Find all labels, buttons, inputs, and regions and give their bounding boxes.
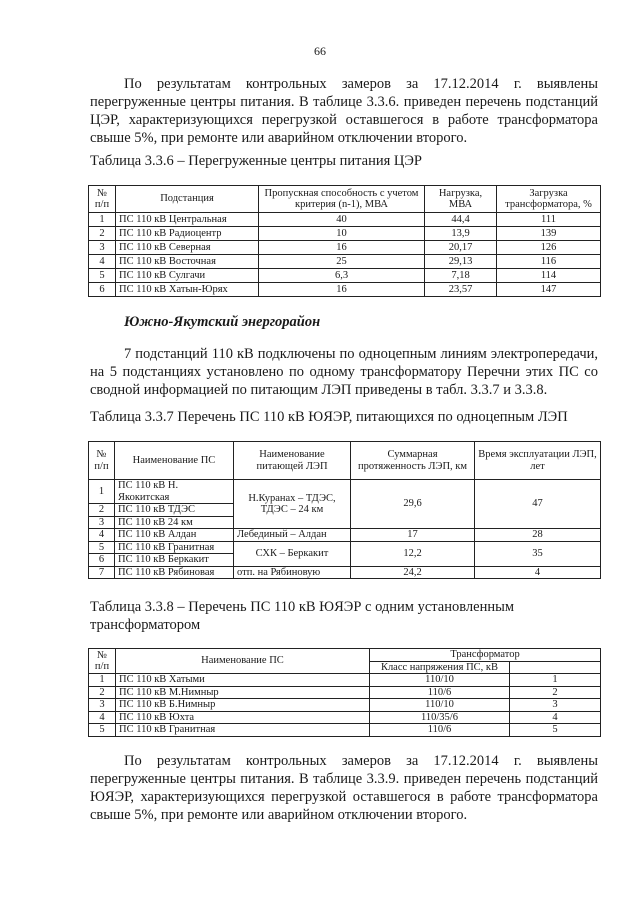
cell-substation: ПС 110 кВ Центральная [116,213,259,227]
cell-num: 3 [89,241,116,255]
table-row [89,269,601,283]
cell-loading: 139 [497,227,601,241]
cell-num: 1 [89,480,115,504]
table-3-3-8-caption: Таблица 3.3.8 – Перечень ПС 110 кВ ЮЯЭР с одним установленным трансформатором [90,599,515,633]
table-row [89,480,601,504]
col-header-substation: Подстанция [116,186,259,213]
col-header-name: Наименование ПС [115,442,234,480]
cell-voltage: 110/35/6 [370,711,510,724]
cell-load: 44,4 [425,213,497,227]
col-header-transformer: Трансформатор [370,649,601,662]
cell-num: 4 [89,255,116,269]
cell-capacity: 16 [259,283,425,297]
cell-num: 1 [89,213,116,227]
cell-line: отп. на Рябиновую [234,566,351,579]
cell-num: 5 [89,724,116,737]
table-header-row [89,442,601,480]
table-3-3-7-caption: Таблица 3.3.7 Перечень ПС 110 кВ ЮЯЭР, питающихся по одноцепным ЛЭП [90,409,568,425]
cell-name: ПС 110 кВ Гранитная [115,541,234,554]
col-header-voltage-class: Класс напряжения ПС, кВ [370,661,510,674]
col-header-loading: Загрузка трансформатора, % [497,186,601,213]
cell-name: ПС 110 кВ Алдан [115,529,234,542]
cell-count: 5 [510,724,601,737]
table-3-3-6-caption: Таблица 3.3.6 – Перегруженные центры питания ЦЭР [90,153,422,169]
cell-capacity: 16 [259,241,425,255]
cell-loading: 114 [497,269,601,283]
cell-count: 2 [510,686,601,699]
cell-name: ПС 110 кВ Гранитная [116,724,370,737]
cell-capacity: 10 [259,227,425,241]
cell-loading: 126 [497,241,601,255]
cell-substation: ПС 110 кВ Хатын-Юрях [116,283,259,297]
table-row [89,255,601,269]
cell-capacity: 6,3 [259,269,425,283]
cell-name: ПС 110 кВ Рябиновая [115,566,234,579]
cell-age: 47 [475,480,601,529]
table-row [89,711,601,724]
cell-num: 2 [89,504,115,517]
section-paragraph: 7 подстанций 110 кВ подключены по одноцепным линиям электропередачи, на 5 подстанциях установлено по одному трансформатору Перечни этих ПС со сводной информацией по питающим ЛЭП приведены в табл. 3.3.7 и 3.3.8. [90,346,598,398]
table-row [89,724,601,737]
cell-line: Лебединый – Алдан [234,529,351,542]
cell-capacity: 40 [259,213,425,227]
cell-load: 29,13 [425,255,497,269]
cell-voltage: 110/6 [370,686,510,699]
table-row [89,699,601,712]
cell-line: Н.Куранах – ТДЭС, ТДЭС – 24 км [234,480,351,529]
cell-load: 20,17 [425,241,497,255]
cell-num: 3 [89,516,115,529]
cell-name: ПС 110 кВ Юхта [116,711,370,724]
cell-name: ПС 110 кВ 24 км [115,516,234,529]
page-number: 66 [314,44,326,58]
cell-substation: ПС 110 кВ Сулгачи [116,269,259,283]
cell-load: 13,9 [425,227,497,241]
cell-num: 7 [89,566,115,579]
col-header-num: № п/п [89,186,116,213]
col-header-num: № п/п [89,649,116,674]
cell-name: ПС 110 кВ М.Нимныр [116,686,370,699]
cell-loading: 147 [497,283,601,297]
cell-substation: ПС 110 кВ Восточная [116,255,259,269]
col-header-age: Время эксплуатации ЛЭП, лет [475,442,601,480]
table-row [89,674,601,687]
table-3-3-6 [88,185,601,297]
table-header-row [89,186,601,213]
table-row [89,541,601,554]
cell-name: ПС 110 кВ Хатыми [116,674,370,687]
section-heading: Южно-Якутский энергорайон [124,314,321,330]
intro-paragraph: По результатам контрольных замеров за 17.12.2014 г. выявлены перегруженные центры питания. В таблице 3.3.6. приведен перечень подстанций ЦЭР, характеризующихся перегрузкой оставшегося в работе трансформатора свыше 5%, при ремонте или аварийном отключении второго. [90,76,598,146]
cell-age: 4 [475,566,601,579]
table-row [89,686,601,699]
cell-substation: ПС 110 кВ Радиоцентр [116,227,259,241]
col-header-name: Наименование ПС [116,649,370,674]
col-header-load: Нагрузка, МВА [425,186,497,213]
cell-count: 3 [510,699,601,712]
table-row [89,529,601,542]
cell-num: 2 [89,686,116,699]
table-row [89,227,601,241]
closing-paragraph: По результатам контрольных замеров за 17.12.2014 г. выявлены перегруженные центры питания. В таблице 3.3.9. приведен перечень подстанций ЮЯЭР, характеризующихся перегрузкой оставшегося в работе трансформатора свыше 5%, при ремонте или аварийном отключении второго. [90,753,598,823]
cell-num: 6 [89,554,115,567]
cell-loading: 116 [497,255,601,269]
cell-load: 7,18 [425,269,497,283]
cell-load: 23,57 [425,283,497,297]
cell-age: 35 [475,541,601,566]
table-3-3-7 [88,441,601,579]
cell-num: 5 [89,269,116,283]
cell-voltage: 110/10 [370,674,510,687]
col-header-length: Суммарная протяженность ЛЭП, км [351,442,475,480]
cell-num: 4 [89,529,115,542]
cell-name: ПС 110 кВ ТДЭС [115,504,234,517]
cell-num: 6 [89,283,116,297]
cell-num: 5 [89,541,115,554]
cell-num: 3 [89,699,116,712]
cell-age: 28 [475,529,601,542]
cell-voltage: 110/10 [370,699,510,712]
cell-count: 1 [510,674,601,687]
table-row [89,283,601,297]
cell-length: 29,6 [351,480,475,529]
cell-name: ПС 110 кВ Беркакит [115,554,234,567]
cell-length: 12,2 [351,541,475,566]
col-header-capacity: Пропускная способность с учетом критерия (n-1), МВА [259,186,425,213]
table-header-row [89,649,601,662]
cell-num: 1 [89,674,116,687]
table-row [89,241,601,255]
cell-line: СХК – Беркакит [234,541,351,566]
cell-length: 24,2 [351,566,475,579]
cell-substation: ПС 110 кВ Северная [116,241,259,255]
table-row [89,566,601,579]
cell-voltage: 110/6 [370,724,510,737]
cell-num: 4 [89,711,116,724]
cell-name: ПС 110 кВ Н. Якокитская [115,480,234,504]
col-header-count [510,661,601,674]
cell-count: 4 [510,711,601,724]
cell-name: ПС 110 кВ Б.Нимныр [116,699,370,712]
cell-capacity: 25 [259,255,425,269]
table-3-3-8 [88,648,601,737]
cell-length: 17 [351,529,475,542]
col-header-line: Наименование питающей ЛЭП [234,442,351,480]
col-header-num: № п/п [89,442,115,480]
table-row [89,213,601,227]
cell-num: 2 [89,227,116,241]
cell-loading: 111 [497,213,601,227]
